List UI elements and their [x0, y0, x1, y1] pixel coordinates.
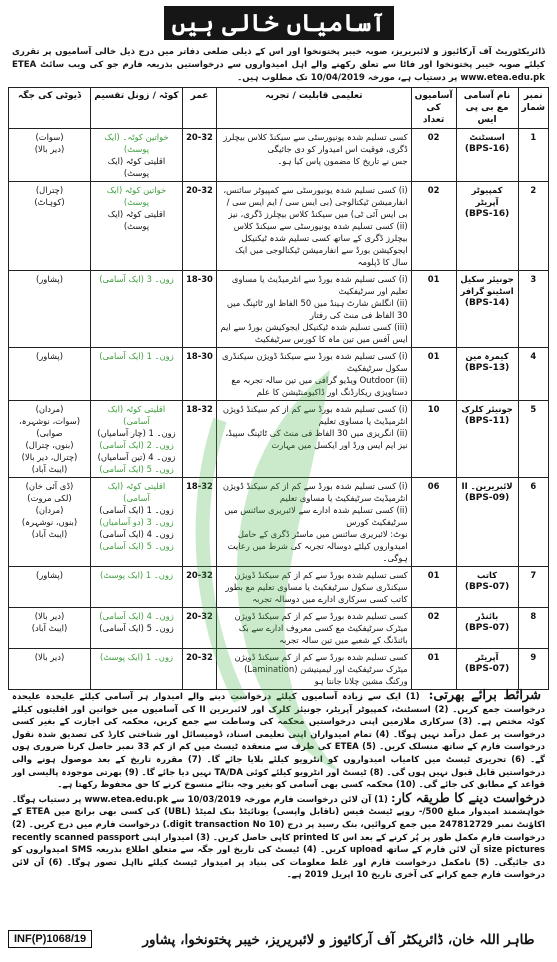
qualification-line: کسی تسلیم شدہ یونیورسٹی سے سیکنڈ کلاس بیچلرز ڈگری، فوقیت اس امیدوار کو دی جائیگی: [223, 132, 408, 154]
post-scale: (BPS-16): [464, 144, 510, 154]
row-age-cell: 18-30: [183, 348, 217, 401]
station-line: (پشاور): [36, 351, 63, 361]
table-row: [9, 401, 549, 478]
station-line: (ایبٹ آباد): [31, 464, 68, 474]
quota-line: زون۔ 5 (ایک آسامی): [99, 464, 174, 474]
terms-text: (1) ایک سے زیادہ آسامیوں کیلئے درخواست دینے والے امیدوار ہر آسامی کیلئے علیحدہ علیحدہ درخواست جمع کریں۔ (2) اسسٹنٹ، کمپیوٹر آپریٹر، جونیئر کلرک اور لائبریرین II کی آسامیوں میں خواتین اور اقلیتوں کیلئے کوٹہ مختص ہے۔ (3) سرکاری ملازمین اپنی درخواستیں محکمہ کی وساطت سے جمع کریں، محکمہ کی اجازت کے بغیر کسی درخواست پر عمل درآمد نہیں ہوگا۔ (4) تمام امیدواران اپنی تعلیمی اسناد، ڈومیسائل اور شناختی کارڈ کی تصدیق شدہ نقول درخواست فارم کے ساتھ منسلک کریں۔ (5) ETEA کی طرف سے منعقدہ ٹیسٹ میں کم از کم 33 نمبر حاصل کرنا ضروری ہوں گے۔ (6) تحریری ٹیسٹ میں کامیاب امیدواروں کو انٹرویو کیلئے بلایا جائے گا۔ (7) مقررہ تاریخ کے بعد موصول ہونے والی درخواستیں قابل قبول نہیں ہوں گی۔ (8) ٹیسٹ اور انٹرویو کیلئے کوئی TA/DA نہیں دیا جائے گا۔ (9) بھرتی موجودہ پالیسی اور قواعد کے مطابق کی جائے گی۔ (10) محکمہ کسی بھی آسامی کو بغیر وجہ بتائے منسوخ کرنے کا حق محفوظ رکھتا ہے۔: [12, 692, 545, 791]
row-age-cell: 20-32: [183, 567, 217, 608]
station-line: (لکی مروت): [27, 493, 72, 503]
qualification-line: (i) کسی تسلیم شدہ بورڈ سے سیکنڈ ڈویژن سیکنڈری سکول سرٹیفکیٹ: [222, 351, 408, 373]
quota-line: زون۔ 4 (ایک آسامی): [99, 529, 174, 539]
quota-line: زون۔ 1 (چار آسامیاں): [97, 428, 176, 438]
row-qualification-cell: [217, 567, 412, 608]
row-station-cell: [9, 129, 91, 182]
quota-line: خواتین کوٹہ (ایک پوسٹ): [106, 185, 167, 207]
row-count-cell: 01: [411, 649, 456, 690]
station-line: (بنوں، نوشہرہ): [21, 517, 78, 527]
row-serial-cell: 7: [518, 567, 548, 608]
apply-text: (1) آن لائن درخواست فارم مورخہ 10/03/2019 سے www.etea.edu.pk پر دستیاب ہوگا۔ خواہشمند امیدوار مبلغ 500/- روپے ٹیسٹ فیس (ناقابل واپسی) یونائیٹڈ بنک لمیٹڈ (UBL) کی کسی بھی برانچ میں ETEA کے اکاؤنٹ نمبر 247812729 میں جمع کروائیں، بنک رسید پر درج (10 digit transaction No.) درخواست فارم میں درج کریں۔ (2) درخواست فارم مکمل طور پر پُر کرنے کے بعد اس کا printed کاپی حاصل کریں۔ (3) امیدوار اپنی recently scanned passport size pictures آن لائن فارم کے ساتھ upload کریں۔ (4) ٹیسٹ کی تاریخ اور جگہ سے متعلق اطلاع بذریعہ SMS امیدواروں کو دی جائیگی۔ (5) نامکمل درخواست فارم اور غلط معلومات کی بنیاد پر امیدوار ٹیسٹ کیلئے نااہل تصور ہوگا۔ (6) آن لائن درخواست فارم جمع کرانے کی آخری تاریخ 10 اپریل 2019 ہے۔: [12, 794, 546, 881]
post-scale: (BPS-09): [464, 493, 510, 503]
table-row: [9, 271, 549, 348]
row-station-cell: [9, 608, 91, 649]
header-age: عمر: [183, 88, 217, 129]
qualification-line: (ii) Outdoor ویڈیو گرافی میں تین سالہ تجربہ مع دستاویزی ریکارڈنگ اور ڈاکیومنٹیشن کا علم: [231, 375, 408, 397]
station-line: (پشاور): [36, 570, 63, 580]
quota-line: زون۔ 1 (ایک پوسٹ): [99, 652, 174, 662]
quota-line: زون۔ 5 (ایک آسامی): [99, 623, 174, 633]
row-quota-cell: [91, 182, 183, 271]
row-station-cell: [9, 567, 91, 608]
header-count: آسامیوں کی تعداد: [411, 88, 456, 129]
station-line: (چترال، دیر بالا): [21, 452, 78, 462]
qualification-line: کسی تسلیم شدہ بورڈ سے کم از کم سیکنڈ ڈویژن سیکنڈری سکول سرٹیفکیٹ یا مساوی تعلیم مع بطور کاتب کسی سرکاری ادارے میں دوسالہ تجربہ: [225, 570, 408, 604]
row-count-cell: 10: [411, 401, 456, 478]
row-serial-cell: 9: [518, 649, 548, 690]
signature-line: طاہر اللہ خان، ڈائریکٹر آف آرکائیوز و لائبریریز، خیبر پختونخوا، پشاور: [142, 932, 535, 948]
row-post-cell: [456, 567, 518, 608]
row-qualification-cell: [217, 608, 412, 649]
post-name: جونیئر سکیل اسٹینو گرافر: [460, 274, 514, 296]
row-quota-cell: [91, 608, 183, 649]
row-post-cell: [456, 478, 518, 567]
quota-line: زون۔ 4 (تین آسامیاں): [97, 452, 176, 462]
row-quota-cell: [91, 567, 183, 608]
apply-section: [12, 789, 546, 882]
row-age-cell: 20-32: [183, 649, 217, 690]
post-name: کیمرہ مین: [465, 351, 509, 361]
table-row: [9, 129, 549, 182]
table-row: [9, 348, 549, 401]
row-serial-cell: 1: [518, 129, 548, 182]
row-qualification-cell: [217, 129, 412, 182]
header-station: ڈیوٹی کی جگہ: [9, 88, 91, 129]
row-post-cell: [456, 182, 518, 271]
station-line: (دیر بالا): [34, 144, 65, 154]
station-line: (دیر بالا): [34, 652, 65, 662]
qualification-line: نوٹ: لائبریری سائنس میں ماسٹر ڈگری کے حامل امیدواروں کیلئے دوسالہ تجربہ کی شرط میں رعایت ہوگی۔: [227, 529, 408, 563]
row-serial-cell: 2: [518, 182, 548, 271]
page-title: آسامیاں خالی ہیں: [164, 6, 394, 40]
table-row: [9, 567, 549, 608]
row-post-cell: [456, 129, 518, 182]
row-count-cell: 02: [411, 182, 456, 271]
terms-heading: شرائط برائے بھرتی:: [428, 688, 541, 703]
row-qualification-cell: [217, 649, 412, 690]
table-header-row: [9, 88, 549, 129]
row-quota-cell: [91, 478, 183, 567]
qualification-line: (ii) انگریزی میں 30 الفاظ فی منٹ کی ٹائپنگ سپیڈ، نیز ایم ایس ورڈ اور ایکسل میں مہارت: [225, 428, 408, 450]
station-line: (پشاور): [36, 274, 63, 284]
qualification-line: (i) کسی تسلیم شدہ بورڈ سے انٹرمیڈیٹ یا مساوی تعلیم اور سرٹیفکیٹ: [231, 274, 408, 296]
intro-website-link[interactable]: ETEA کی ویب سائٹ www.etea.edu.pk: [12, 60, 545, 83]
row-count-cell: 01: [411, 348, 456, 401]
quota-line: زون۔ 2 (ایک آسامی): [99, 440, 174, 450]
row-station-cell: [9, 271, 91, 348]
station-line: (دیر بالا): [34, 611, 65, 621]
quota-line: زون۔ 1 (ایک پوسٹ): [99, 570, 174, 580]
row-qualification-cell: [217, 348, 412, 401]
quota-line: زون۔ 4 (ایک آسامی): [99, 611, 174, 621]
quota-line: اقلیتی کوٹہ (ایک آسامی): [107, 481, 166, 503]
station-line: (چترال): [35, 185, 64, 195]
intro-text-a: ڈائریکٹوریٹ آف آرکائیوز و لائبریریز، صوبہ خیبر پختونخوا اور اس کے ذیلی ضلعی دفاتر میں درج ذیل خالی آسامیوں پر تقرری کیلئے صوبہ خیبر پختونخوا اور فاٹا سے تعلق رکھنے والے اہل امیدواروں سے درخواستیں بذریعہ فارم جو: [12, 47, 545, 70]
qualification-line: (i) کسی تسلیم شدہ بورڈ سے کم از کم سیکنڈ ڈویژن انٹرمیڈیٹ یا مساوی تعلیم: [222, 404, 408, 426]
station-line: (سوات، نوشہرہ، صوابی): [18, 416, 80, 438]
quota-line: زون۔ 3 (دو آسامیاں): [99, 517, 174, 527]
station-line: (بنوں، چترال): [25, 440, 74, 450]
quota-line: اقلیتی کوٹہ (ایک آسامی): [107, 404, 166, 426]
header-quota: کوٹہ / زونل تقسیم: [91, 88, 183, 129]
row-quota-cell: [91, 348, 183, 401]
apply-heading: درخواست دینے کا طریقہ کار:: [390, 789, 545, 805]
row-post-cell: [456, 401, 518, 478]
row-quota-cell: [91, 129, 183, 182]
post-scale: (BPS-07): [464, 582, 510, 592]
header-post: نام آسامی مع بی پی ایس: [456, 88, 518, 129]
row-qualification-cell: [217, 271, 412, 348]
intro-text-b: پر دستیاب ہے، مورخہ 10/04/2019 تک مطلوب ہیں۔: [237, 73, 461, 83]
row-qualification-cell: [217, 478, 412, 567]
quota-line: خواتین کوٹہ۔ (ایک پوسٹ): [104, 132, 169, 154]
post-name: کاتب: [477, 570, 498, 580]
row-age-cell: 18-32: [183, 401, 217, 478]
footer: [8, 928, 549, 954]
row-count-cell: 02: [411, 608, 456, 649]
header-serial: نمبر شمار: [518, 88, 548, 129]
row-count-cell: 06: [411, 478, 456, 567]
qualification-line: (ii) کسی تسلیم شدہ ادارے سے لائبریری سائنس میں سرٹیفکیٹ کورس: [224, 505, 408, 527]
station-line: (سوات): [35, 132, 64, 142]
post-scale: (BPS-13): [464, 363, 510, 373]
post-name: اسسٹنٹ: [469, 132, 505, 142]
qualification-line: (i) کسی تسلیم شدہ بورڈ سے کم از کم سیکنڈ ڈویژن انٹرمیڈیٹ سرٹیفکیٹ یا مساوی تعلیم: [222, 481, 408, 503]
post-scale: (BPS-16): [464, 209, 510, 219]
row-serial-cell: 8: [518, 608, 548, 649]
intro-paragraph: [12, 46, 545, 85]
row-serial-cell: 4: [518, 348, 548, 401]
post-name: آپریٹر: [475, 652, 499, 662]
station-line: (مردان): [35, 404, 64, 414]
row-station-cell: [9, 649, 91, 690]
header-qualification: تعلیمی قابلیت / تجربہ: [217, 88, 412, 129]
row-quota-cell: [91, 271, 183, 348]
row-serial-cell: 5: [518, 401, 548, 478]
post-name: لائبریرین۔ II: [461, 481, 513, 491]
table-body: [9, 129, 549, 690]
row-station-cell: [9, 348, 91, 401]
qualification-line: (i) کسی تسلیم شدہ یونیورسٹی سے کمپیوٹر سائنس، انفارمیشن ٹیکنالوجی (بی ایس سی / ایم ایس سی / بی ایس آئی ٹی) میں سیکنڈ کلاس بیچلرز ڈگری، نیز (ii) کسی تسلیم شدہ یونیورسٹی سے سیکنڈ کلاس بیچلرز ڈگری کے ساتھ کسی تسلیم شدہ ٹیکنیکل ایجوکیشن بورڈ سے انفارمیشن ٹیکنالوجی میں ایک سال کا ڈپلومہ: [223, 185, 408, 267]
row-serial-cell: 6: [518, 478, 548, 567]
row-age-cell: 20-32: [183, 608, 217, 649]
quota-line: اقلیتی کوٹہ (ایک پوسٹ): [107, 209, 166, 231]
vacancies-table: [8, 87, 549, 690]
station-line: (ایبٹ آباد): [31, 623, 68, 633]
station-line: (مردان): [35, 505, 64, 515]
row-count-cell: 01: [411, 271, 456, 348]
post-name: بائنڈر: [475, 611, 499, 621]
quota-line: زون۔ 5 (ایک آسامی): [99, 541, 174, 551]
qualification-line: کسی تسلیم شدہ بورڈ سے کم از کم سیکنڈ ڈویژن میٹرک سرٹیفکیٹ اور لیمینیشن (Lamination) ورکنگ مشین چلانا جانتا ہو: [234, 652, 408, 686]
table-row: [9, 182, 549, 271]
table-row: [9, 478, 549, 567]
row-post-cell: [456, 608, 518, 649]
quota-line: زون۔ 1 (ایک آسامی): [99, 505, 174, 515]
table-row: [9, 608, 549, 649]
quota-line: زون۔ 3 (ایک آسامی): [99, 274, 174, 284]
row-count-cell: 01: [411, 567, 456, 608]
station-line: (کوہاٹ): [34, 197, 65, 207]
reference-number-box: INF(P)1068/19: [8, 930, 92, 948]
post-scale: (BPS-11): [464, 416, 510, 426]
row-serial-cell: 3: [518, 271, 548, 348]
qualification-line: (ii) انگلش شارٹ ہینڈ میں 50 الفاظ اور ٹائپنگ میں 30 الفاظ فی منٹ کی رفتار: [226, 298, 408, 320]
station-line: (ایبٹ آباد): [31, 529, 68, 539]
row-count-cell: 02: [411, 129, 456, 182]
row-qualification-cell: [217, 182, 412, 271]
qualification-line: کسی تسلیم شدہ بورڈ سے کم از کم سیکنڈ ڈویژن میٹرک سرٹیفکیٹ مع کسی معروف ادارے سے بک بائنڈنگ کے شعبے میں تین سالہ تجربہ: [234, 611, 408, 645]
post-name: جونیئر کلرک: [461, 404, 513, 414]
row-quota-cell: [91, 401, 183, 478]
row-age-cell: 20-32: [183, 129, 217, 182]
row-station-cell: [9, 401, 91, 478]
row-age-cell: 18-32: [183, 478, 217, 567]
row-age-cell: 18-30: [183, 271, 217, 348]
station-line: (ڈی آئی خان): [25, 481, 74, 491]
row-post-cell: [456, 271, 518, 348]
row-qualification-cell: [217, 401, 412, 478]
terms-section: [12, 690, 545, 792]
row-age-cell: 20-32: [183, 182, 217, 271]
quota-line: اقلیتی کوٹہ (ایک پوسٹ): [107, 156, 166, 178]
post-scale: (BPS-14): [464, 298, 510, 308]
post-scale: (BPS-07): [464, 623, 510, 633]
post-name: کمپیوٹر آپریٹر: [471, 185, 503, 207]
qualification-line: جس نے تاریخ کا مضمون پاس کیا ہو۔: [277, 156, 408, 166]
row-station-cell: [9, 182, 91, 271]
row-station-cell: [9, 478, 91, 567]
quota-line: زون۔ 1 (ایک آسامی): [99, 351, 174, 361]
post-scale: (BPS-07): [464, 664, 510, 674]
row-quota-cell: [91, 649, 183, 690]
qualification-line: (iii) کسی تسلیم شدہ ٹیکنیکل ایجوکیشن بورڈ سے ایم ایس آفس میں تین ماہ کا کورس سرٹیفکیٹ: [220, 322, 408, 344]
row-post-cell: [456, 348, 518, 401]
